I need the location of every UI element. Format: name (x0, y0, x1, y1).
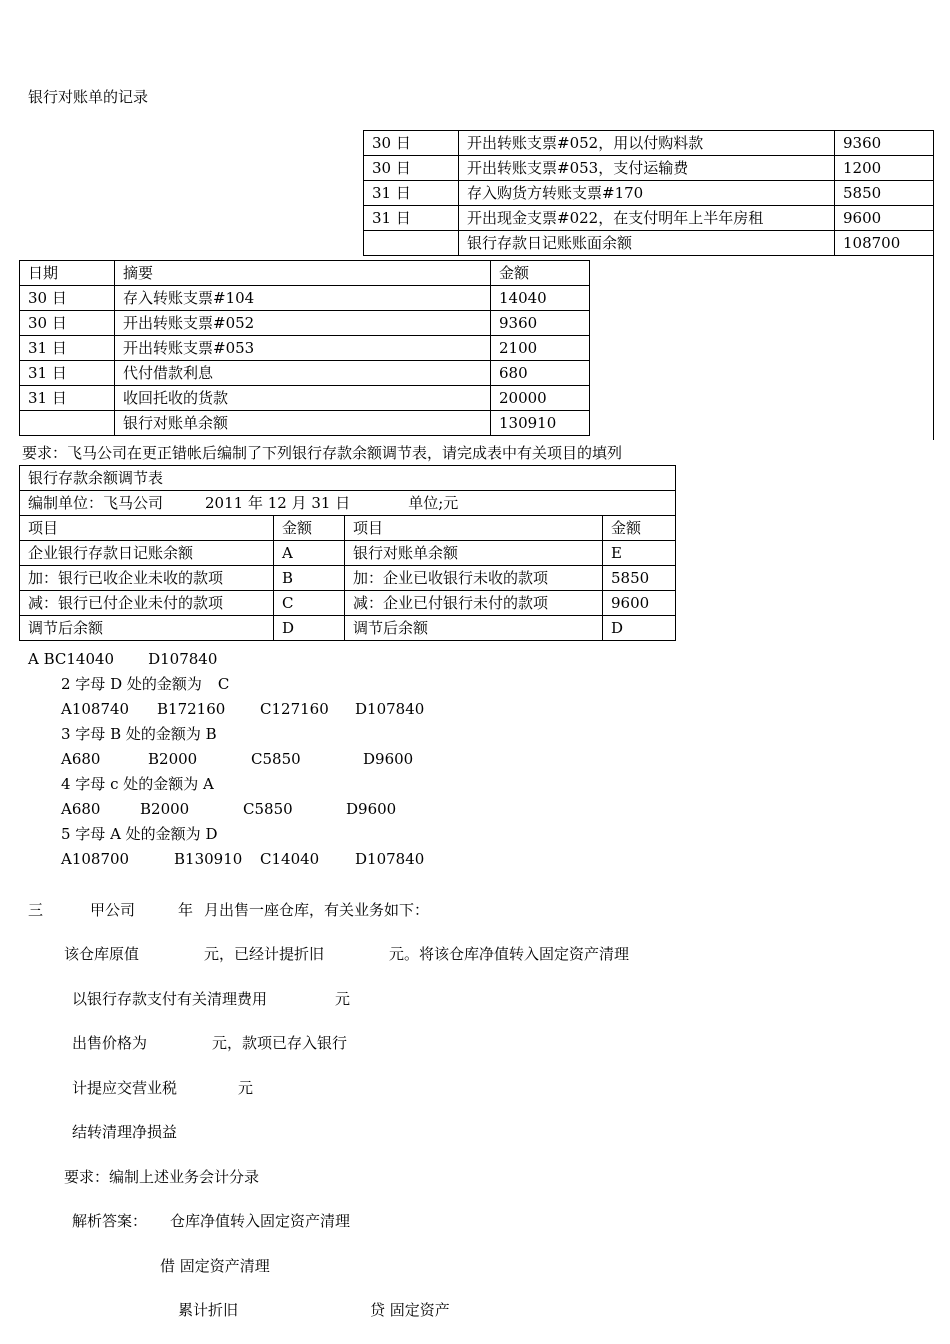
amount-cell: D (274, 616, 345, 641)
table-row (364, 181, 934, 206)
reconciliation-title: 银行存款余额调节表 (20, 466, 676, 491)
item-cell: 加：银行已收企业未收的款项 (20, 566, 274, 591)
header-item2: 项目 (345, 516, 603, 541)
date-cell: 30 日 (364, 131, 459, 156)
q4-text: 4 字母 c 处的金额为 A (61, 775, 214, 793)
amount-cell: A (274, 541, 345, 566)
reconciliation-table (19, 465, 676, 641)
requirement-text: 要求：飞马公司在更正错帐后编制了下列银行存款余额调节表，请完成表中有关项目的填列 (22, 444, 623, 462)
table-unit-row (20, 491, 676, 516)
table-title-row (20, 466, 676, 491)
option: D9600 (363, 750, 414, 768)
option: D107840 (355, 850, 425, 868)
org-label: 编制单位：飞马公司 (28, 494, 164, 512)
table-row (20, 541, 676, 566)
table-row (364, 131, 934, 156)
q1-option: A BC14040 (28, 650, 115, 668)
bank-statement-table (19, 260, 590, 436)
q3-text: 3 字母 B 处的金额为 B (61, 725, 217, 743)
table-header-row (20, 516, 676, 541)
amount-cell: 108700 (835, 231, 934, 256)
header-amount: 金额 (491, 261, 590, 286)
amount2-cell: E (603, 541, 676, 566)
answer-text: 仓库净值转入固定资产清理 (170, 1212, 351, 1230)
date-cell: 31 日 (364, 181, 459, 206)
option: C14040 (260, 850, 320, 868)
option: B2000 (140, 800, 190, 818)
date-cell (20, 411, 115, 436)
table-row (20, 616, 676, 641)
item2-cell: 银行对账单余额 (345, 541, 603, 566)
desc-cell: 存入转账支票#104 (115, 286, 491, 311)
option: B2000 (148, 750, 198, 768)
table-row (20, 361, 590, 386)
q1-options (28, 650, 217, 668)
amount2-cell: 5850 (603, 566, 676, 591)
table-row (20, 386, 590, 411)
option: A108740 (61, 700, 130, 718)
desc-cell: 银行对账单余额 (115, 411, 491, 436)
option: A108700 (61, 850, 130, 868)
q2-answer: C (217, 675, 230, 693)
option: A680 (61, 800, 101, 818)
amount-cell: 9600 (835, 206, 934, 231)
table-row (20, 336, 590, 361)
date-cell: 31 日 (20, 336, 115, 361)
section-number: 三 (28, 901, 44, 919)
date-cell: 30 日 (20, 286, 115, 311)
amount-cell: 130910 (491, 411, 590, 436)
option: C5850 (243, 800, 293, 818)
item-cell: 调节后余额 (20, 616, 274, 641)
desc-cell: 银行存款日记账账面余额 (459, 231, 835, 256)
credit-entry: 贷 固定资产 (370, 1301, 450, 1319)
date-cell: 31 日 (20, 361, 115, 386)
header-amount: 金额 (274, 516, 345, 541)
table-row (20, 591, 676, 616)
page-heading: 银行对账单的记录 (28, 88, 149, 106)
table-row (20, 411, 590, 436)
desc-cell: 收回托收的货款 (115, 386, 491, 411)
header-amount2: 金额 (603, 516, 676, 541)
desc-cell: 开出转账支票#052，用以付购料款 (459, 131, 835, 156)
date-cell (364, 231, 459, 256)
header-desc: 摘要 (115, 261, 491, 286)
desc-cell: 代付借款利息 (115, 361, 491, 386)
answer-label: 解析答案： (72, 1212, 148, 1230)
amount-cell: 9360 (835, 131, 934, 156)
amount-cell: 9360 (491, 311, 590, 336)
amount2-cell: 9600 (603, 591, 676, 616)
item2-cell: 加：企业已收银行未收的款项 (345, 566, 603, 591)
section3-line5: 结转清理净损益 (72, 1123, 178, 1141)
option: B172160 (157, 700, 226, 718)
amount-cell: 20000 (491, 386, 590, 411)
company-ledger-table (363, 130, 934, 256)
q2-text: 2 字母 D 处的金额为 C (61, 675, 230, 693)
unit-line (20, 491, 676, 516)
option: C5850 (251, 750, 301, 768)
option: A680 (61, 750, 101, 768)
option: C127160 (260, 700, 329, 718)
desc-cell: 开出转账支票#052 (115, 311, 491, 336)
amount-cell: 1200 (835, 156, 934, 181)
date-cell: 30 日 (20, 311, 115, 336)
date-cell: 31 日 (364, 206, 459, 231)
date-label: 2011 年 12 月 31 日 (205, 494, 351, 512)
table-border-line (933, 130, 934, 440)
amount-cell: C (274, 591, 345, 616)
option: D9600 (346, 800, 397, 818)
amount-cell: 5850 (835, 181, 934, 206)
year-label: 年 (178, 901, 194, 919)
desc-cell: 开出现金支票#022，在支付明年上半年房租 (459, 206, 835, 231)
table-row (20, 286, 590, 311)
header-date: 日期 (20, 261, 115, 286)
company-name: 甲公司 (90, 901, 136, 919)
amount-cell: 2100 (491, 336, 590, 361)
date-cell: 31 日 (20, 386, 115, 411)
table-row (364, 206, 934, 231)
accum-depreciation: 累计折旧 (178, 1301, 239, 1319)
q1-option: D107840 (148, 650, 218, 668)
q5-text: 5 字母 A 处的金额为 D (61, 825, 218, 843)
unit-label: 单位;元 (408, 494, 459, 512)
table-row (364, 231, 934, 256)
amount-cell: 14040 (491, 286, 590, 311)
desc-cell: 存入购货方转账支票#170 (459, 181, 835, 206)
table-header-row (20, 261, 590, 286)
table-row (364, 156, 934, 181)
amount2-cell: D (603, 616, 676, 641)
amount-cell: 680 (491, 361, 590, 386)
option: B130910 (174, 850, 243, 868)
option: D107840 (355, 700, 425, 718)
amount-cell: B (274, 566, 345, 591)
item-cell: 企业银行存款日记账余额 (20, 541, 274, 566)
debit-entry: 借 固定资产清理 (160, 1257, 270, 1275)
item2-cell: 调节后余额 (345, 616, 603, 641)
header-item: 项目 (20, 516, 274, 541)
desc-cell: 开出转账支票#053 (115, 336, 491, 361)
date-cell: 30 日 (364, 156, 459, 181)
item-cell: 减：银行已付企业未付的款项 (20, 591, 274, 616)
item2-cell: 减：企业已付银行未付的款项 (345, 591, 603, 616)
section3-requirement: 要求：编制上述业务会计分录 (64, 1168, 260, 1186)
desc-cell: 开出转账支票#053，支付运输费 (459, 156, 835, 181)
title-rest: 月出售一座仓库，有关业务如下： (204, 901, 430, 919)
table-row (20, 566, 676, 591)
table-row (20, 311, 590, 336)
